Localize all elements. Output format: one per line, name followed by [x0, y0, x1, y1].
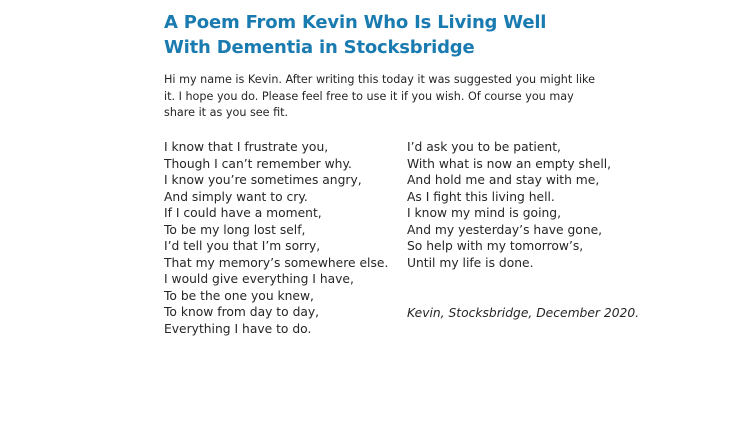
poem-line: I’d ask you to be patient,	[407, 140, 561, 154]
poem-column-left	[164, 139, 389, 337]
poem-column-right	[407, 139, 627, 271]
poem-line: I would give everything I have,	[164, 272, 354, 286]
page-title: A Poem From Kevin Who Is Living Well With Dementia in Stocksbridge	[164, 12, 547, 58]
poem-line: As I fight this living hell.	[407, 189, 555, 204]
poem-signature: Kevin, Stocksbridge, December 2020.	[407, 306, 640, 320]
poem-line: I know that I frustrate you,	[164, 140, 329, 154]
poem-line: I know my mind is going,	[407, 206, 561, 220]
poem-line: Everything I have to do.	[164, 321, 312, 336]
poem-line: So help with my tomorrow’s,	[407, 239, 584, 253]
intro-paragraph: Hi my name is Kevin. After writing this today it was suggested you might like it. I hope you do. Please feel free to use it if you wish. Of course you may share it as you see fit.	[164, 73, 596, 119]
poem-line: That my memory’s somewhere else.	[164, 255, 389, 270]
poem-line: If I could have a moment,	[164, 206, 322, 220]
poem-line: To be my long lost self,	[164, 222, 306, 237]
poem-line: I know you’re sometimes angry,	[164, 173, 362, 187]
poem-line: Though I can’t remember why.	[164, 156, 352, 171]
poem-line: To know from day to day,	[164, 305, 320, 319]
poem-line: I’d tell you that I’m sorry,	[164, 239, 321, 253]
poem-line: To be the one you knew,	[164, 288, 314, 303]
poem-line: And simply want to cry.	[164, 189, 308, 204]
poem-line: Until my life is done.	[407, 255, 534, 270]
poem-line: And my yesterday’s have gone,	[407, 222, 603, 237]
poem-line: And hold me and stay with me,	[407, 173, 600, 187]
poem-line: With what is now an empty shell,	[407, 156, 612, 171]
